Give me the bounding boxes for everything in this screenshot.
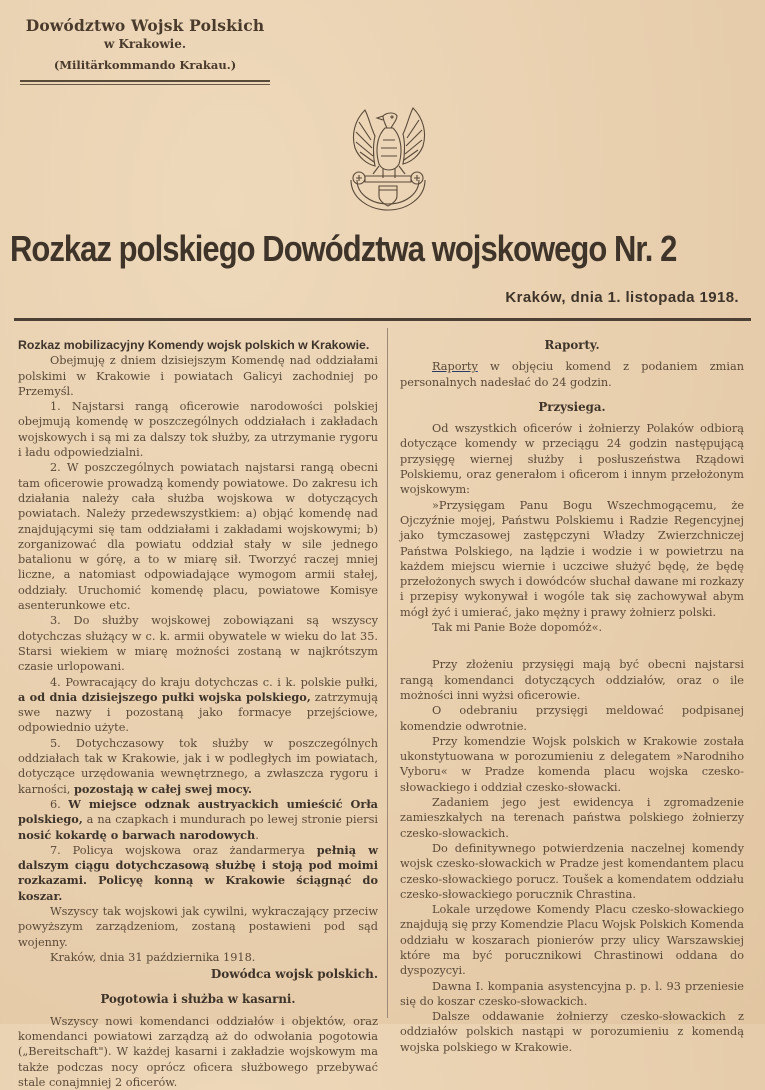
point-6-emphasis: W miejsce odznak austryackich umieścić Orła polskiego, xyxy=(18,796,378,827)
point-4-text: 4. Powracający do kraju dotychczas c. i k. polskie pułki, xyxy=(50,675,378,689)
intro-paragraph: Obejmuję z dniem dzisiejszym Komendę nad oddziałami polskimi w Krakowie i powiatach Galicyi zachodniej po Przemyśl. xyxy=(18,354,378,398)
paragraph-czechoslovak-premises: Lokale urzędowe Komendy Placu czesko-słowackiego znajdują się przy Komendzie Placu Wojsk Polskich Komenda oddziału w koszarach pionierów przy ulicy Warszawskiej które ma być porucznikowi Chrastinowi oddana do dyspozycyi. xyxy=(400,903,744,978)
page-title: Rozkaz polskiego Dowództwa wojskowego Nr. 2 xyxy=(10,228,677,269)
point-2: 2. W poszczególnych powiatach najstarsi rangą obecni tam oficerowie prowadzą komendy powiatowe. Do zakresu ich działania należy cała służba wojskowa w dotyczących powiatach. Należy przedewszystkiem: a) objąć komendę nad znajdującymi się tam oddziałami i zakładami wojskowymi; b) zorganizować dla powiatu oddział stały w sile jednego batalionu w górę, a to w miarę sił. Tworzyć raczej mniej liczne, a natomiast odpowiadające wymogom armii stałej, oddziały. Uruchomić komendę placu, powiatowe Komisye asenterunkowe etc. xyxy=(18,461,378,613)
title-rule xyxy=(14,318,751,321)
point-1: 1. Najstarsi rangą oficerowie narodowości polskiej obejmują komendę w poszczególnych oddziałach i zakładach wojskowych i są mi za dalszy tok służby, za utrzymanie rygoru i ładu odpowiedzialni. xyxy=(18,400,378,460)
paragraph-czechoslovak-command: Przy komendzie Wojsk polskich w Krakowie została ukonstytuowana w porozumieniu z delegatem »Narodniho Vyboru« w Pradze komenda placu wojska czesko-słowackiego i oddział czesko-słowacki. xyxy=(400,734,744,794)
point-7-emphasis: pełnią w dalszym ciągu dotychczasową służbę i stoją pod moimi rozkazami. Policyę konną w Krakowie ściągnąć do koszar. xyxy=(18,842,378,903)
oath-text: »Przysięgam Panu Bogu Wszechmogącemu, że Ojczyźnie mojej, Państwu Polskiemu i Radzie Regencyjnej jako tymczasowej zastępczyni Władzy Zwierzchniczej Państwa Polskiego, na lądzie i wodzie i w powietrzu na każdem miejscu wiernie i uczciwe służyć będę, że będę przełożonych swych i dowódców słuchał dawane mi rozkazy i przepisy wykonywał i wogóle tak się zachowywał abym mógł żyć i umierać, jako mężny i prawy żołnierz polski. xyxy=(400,498,744,619)
organization-name: Dowództwo Wojsk Polskich xyxy=(25,16,265,35)
section-heading-reports: Raporty. xyxy=(544,338,600,352)
place-date: Kraków, dnia 31 października 1918. xyxy=(50,950,256,964)
point-4-text-end: zatrzymują swe nazwy i pozostaną jako formacye przejściowe, odpowiednio użyte. xyxy=(18,690,378,735)
masthead xyxy=(20,16,270,85)
reports-underlined-word: Raporty xyxy=(432,360,478,374)
paragraph-czechoslovak-commanders: Do definitywnego potwierdzenia naczelnej komendy wojsk czesko-słowackich w Pradze jest komendantem placu czesko-słowackiego porucz. Toušek a komendatem oddziału czesko-słowackiego porucznik Chrastina. xyxy=(400,841,744,901)
organization-german-name: (Militärkommando Krakau.) xyxy=(53,58,237,72)
oath-intro: Od wszystkich oficerów i żołnierzy Polaków odbiorą dotyczące komendy w przeciągu 24 godzin następującą przysięgę wiernej służby i posłuszeństwa Rządowi Polskiemu, oraz generałom i oficerom i innym przełożonym wojskowym: xyxy=(400,422,744,497)
point-7 xyxy=(18,843,378,904)
readiness-paragraph: Wszyscy nowi komendanci oddziałów i objektów, oraz komendanci powiatowi zarządzą aż do odwołania pogotowia („Bereitschaft"). W każdej kasarni i zakładzie wojskowym ma także podczas nocy oprócz oficera służbowego przebywać stale conajmniej 2 oficerów. xyxy=(18,1014,378,1089)
dateline: Kraków, dnia 1. listopada 1918. xyxy=(505,289,739,306)
paragraph-soldier-transfer: Dalsze oddawanie żołnierzy czesko-słowackich z oddziałów polskich nastąpi w porozumieniu z komendą wojska polskiego w Krakowie. xyxy=(400,1010,744,1054)
right-column xyxy=(400,338,744,1055)
mobilization-order-heading: Rozkaz mobilizacyjny Komendy wojsk polskich w Krakowie. xyxy=(18,338,370,352)
column-divider xyxy=(387,328,388,1018)
warning-paragraph: Wszyscy tak wojskowi jak cywilni, wykraczający przeciw powyższym zarządzeniom, zostaną postawieni pod sąd wojenny. xyxy=(18,904,378,949)
point-3: 3. Do służby wojskowej zobowiązani są wszyscy dotychczas służący w c. k. armii obywatele w wieku do lat 35. Starsi wiekiem w miarę możności zostaną w najkrótszym czasie urlopowani. xyxy=(18,614,378,674)
masthead-rule-thin xyxy=(20,84,270,85)
reports-paragraph xyxy=(400,359,744,390)
point-6-emphasis-2: nosić kokardę o barwach narodowych xyxy=(18,827,256,842)
oath-closing: Tak mi Panie Boże dopomóż«. xyxy=(432,621,603,635)
point-6-text-end: . xyxy=(255,828,259,842)
paragraph-czechoslovak-task: Zadaniem jego jest ewidencya i zgromadzenie zamieszkałych na terenach państwa polskiego żołnierzy czesko-słowackich. xyxy=(400,796,744,840)
paragraph-oath-report: O odebraniu przysięgi meldować podpisanej komendzie odwrotnie. xyxy=(400,704,744,733)
point-5-emphasis: pozostają w całej swej mocy. xyxy=(73,781,252,796)
organization-city: w Krakowie. xyxy=(103,37,187,51)
point-6 xyxy=(18,797,378,843)
section-heading-readiness: Pogotowia i służba w kasarni. xyxy=(100,992,296,1007)
point-7-text: 7. Policya wojskowa oraz żandarmerya xyxy=(50,843,317,857)
point-5 xyxy=(18,736,378,797)
left-column xyxy=(18,338,378,1090)
point-4-emphasis: a od dnia dzisiejszego pułki wojska polskiego, xyxy=(18,689,311,704)
point-6-number: 6. xyxy=(50,797,69,811)
signature: Dowódca wojsk polskich. xyxy=(210,967,378,982)
section-heading-oath: Przysiega. xyxy=(538,399,606,414)
reports-text: w objęciu komend z podaniem zmian personalnych nadesłać do 24 godzin. xyxy=(400,360,744,389)
paragraph-oath-attendance: Przy złożeniu przysięgi mają być obecni najstarsi rangą komendanci dotyczących oddziałów, oraz o ile możności inni wyżsi oficerowie. xyxy=(400,658,744,702)
point-4 xyxy=(18,675,378,736)
masthead-rule xyxy=(20,80,270,82)
point-5-text: 5. Dotychczasowy tok służby w poszczególnych oddziałach tak w Krakowie, jak i w podległych im powiatach, dotyczące urzędowania wewnętrznego, a zwłaszcza rygoru i karności, xyxy=(18,736,378,796)
point-6-text: a na czapkach i mundurach po lewej stronie piersi xyxy=(82,813,378,827)
polish-eagle-emblem-icon xyxy=(343,102,433,214)
paragraph-company-transfer: Dawna I. kompania asystencyjna p. p. l. 93 przeniesie się do koszar czesko-słowackich. xyxy=(400,979,744,1008)
